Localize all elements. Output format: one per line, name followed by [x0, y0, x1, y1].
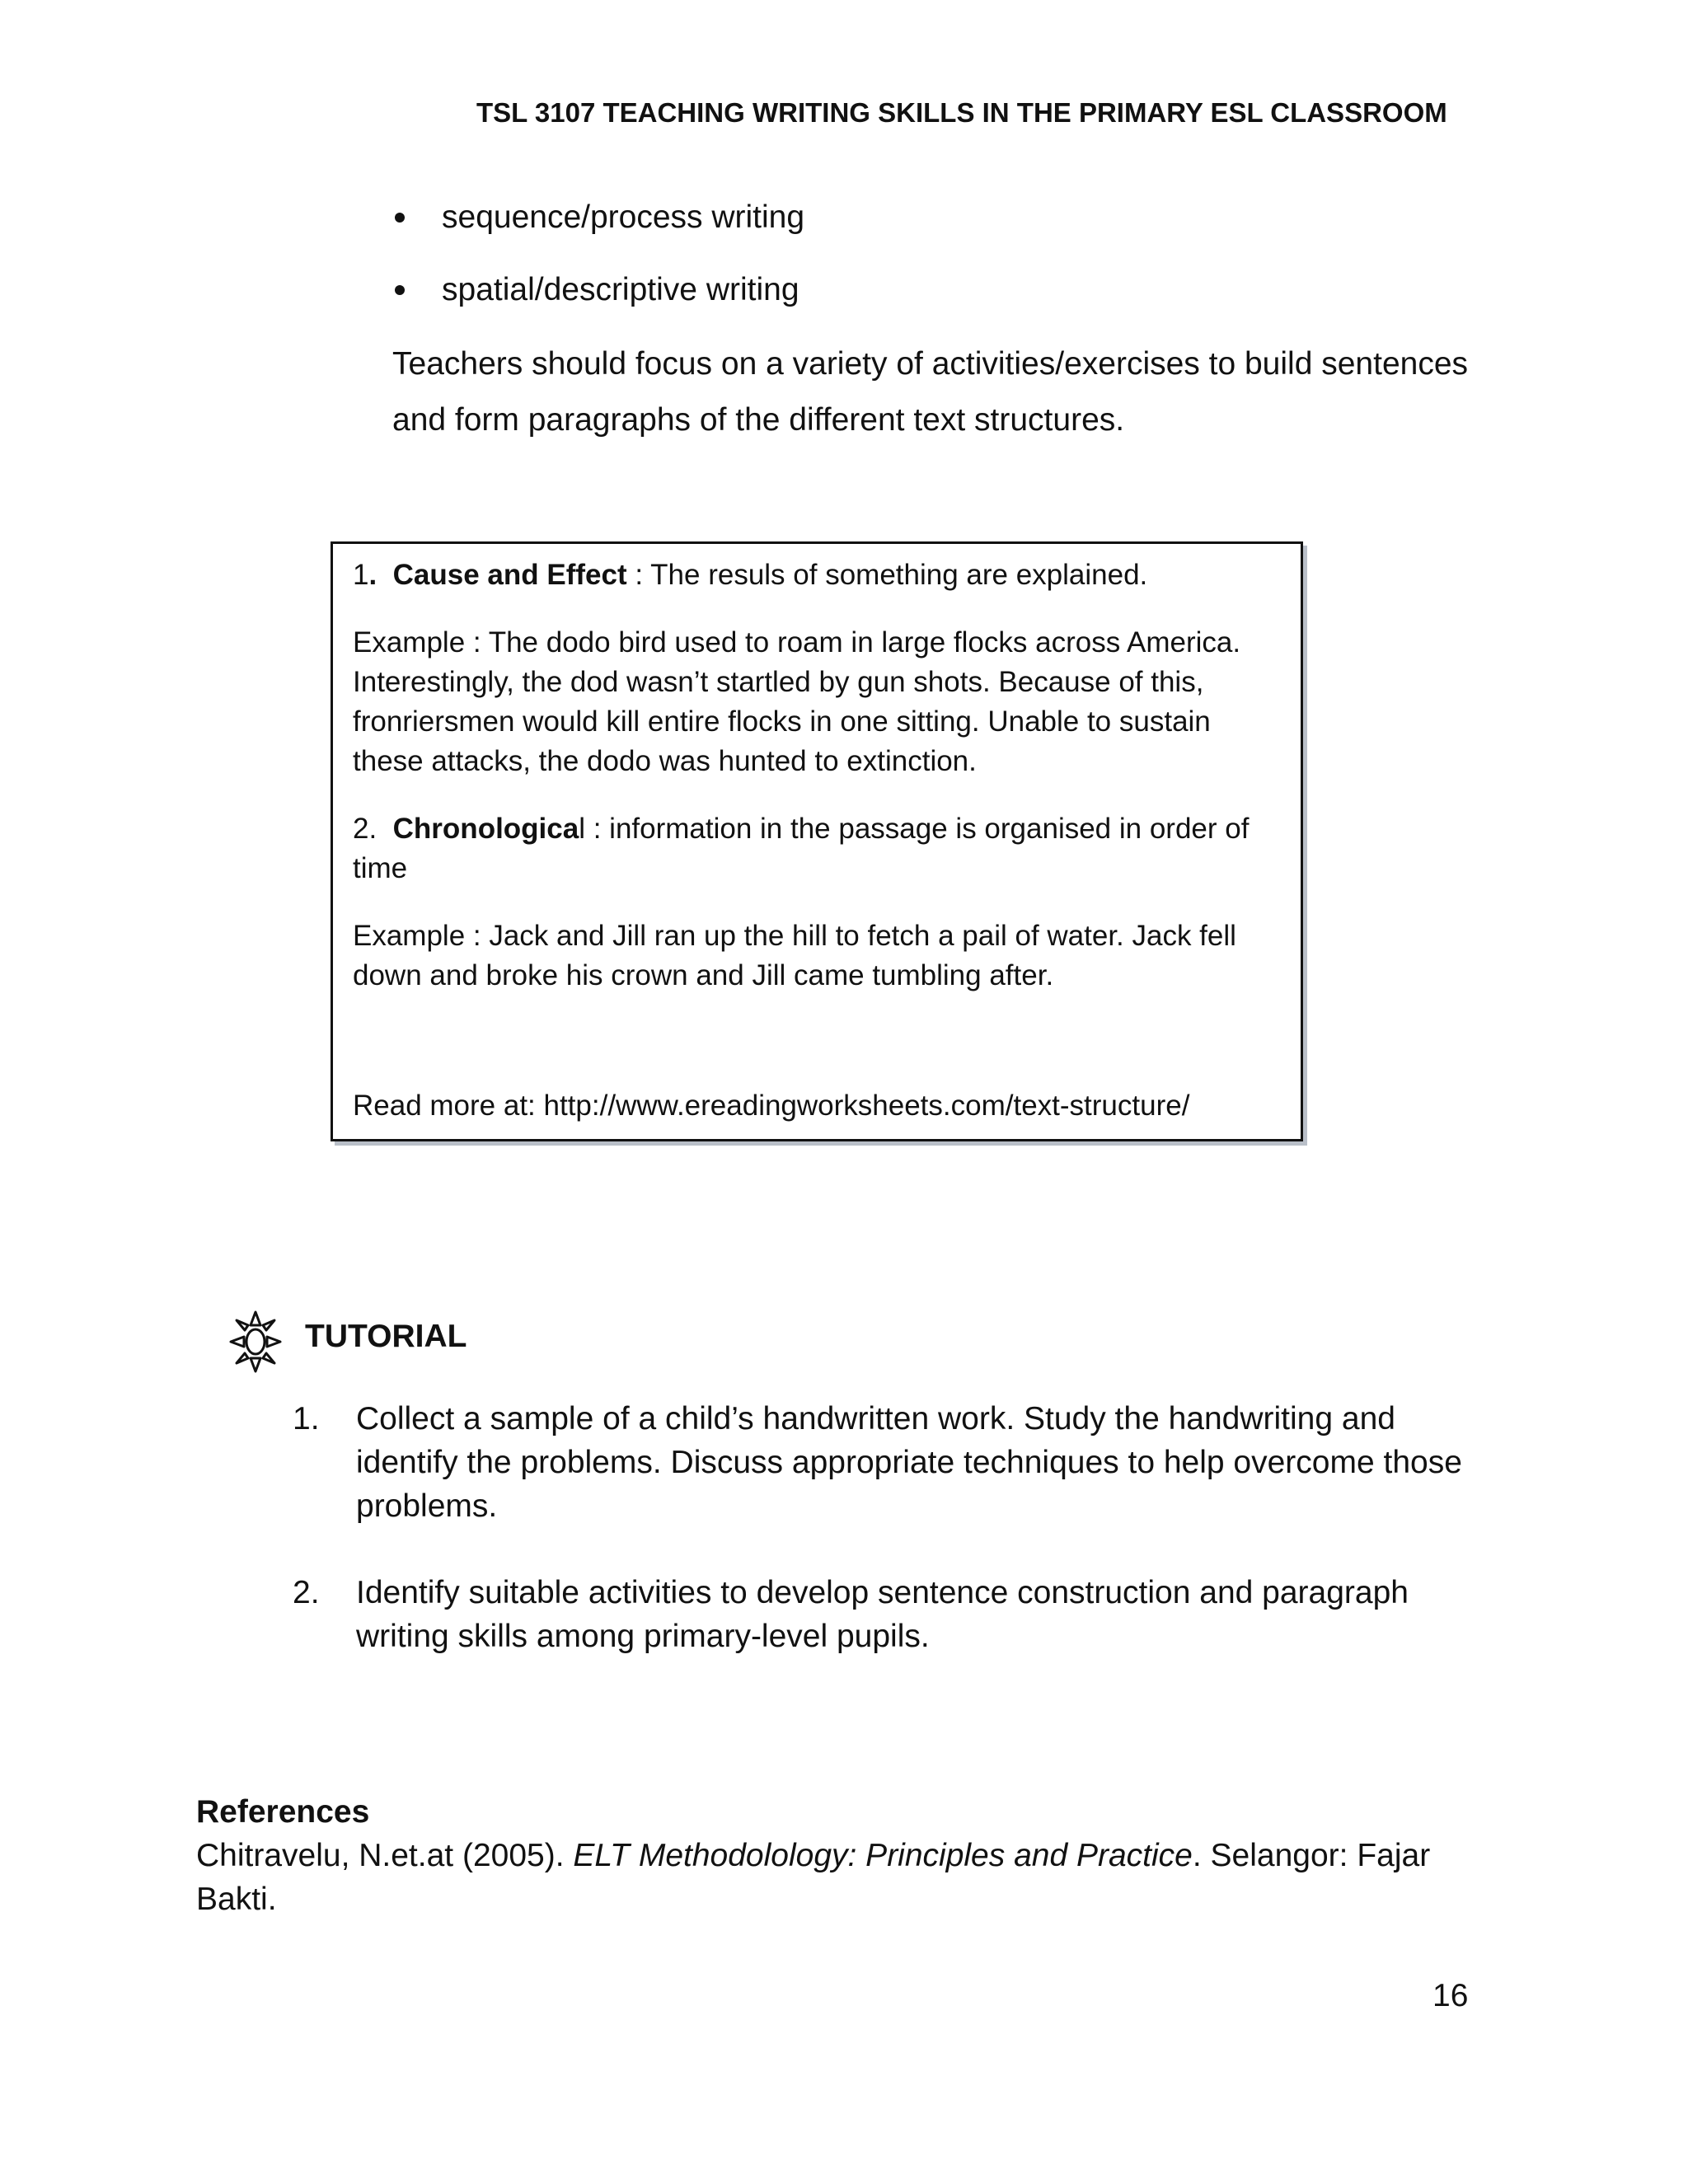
tutorial-item-number: 1. [293, 1401, 320, 1436]
page-number: 16 [1432, 1978, 1469, 2013]
box-item-2-description: l : information in the passage is organised in order of time [353, 813, 1250, 884]
bullet-icon [395, 213, 405, 223]
box-item-1-description: : The resuls of something are explained. [626, 559, 1148, 591]
bullet-icon [395, 285, 405, 295]
tutorial-heading: TUTORIAL [305, 1319, 467, 1354]
tutorial-item-number: 2. [293, 1575, 320, 1610]
box-item-2-number: 2. [353, 813, 377, 845]
references-section [196, 1790, 1498, 1921]
box-item-1-dot: . [368, 559, 377, 591]
list-item-text: spatial/descriptive writing [442, 272, 799, 307]
list-item-text: sequence/process writing [442, 199, 805, 235]
box-example-2: Example : Jack and Jill ran up the hill to fetch a pail of water. Jack fell down and broke his crown and Jill came tumbling after. [353, 920, 1236, 991]
box-item-1 [353, 555, 1282, 595]
tutorial-item-text: Identify suitable activities to develop sentence construction and paragraph writing skills among primary-level pupils. [356, 1575, 1409, 1654]
box-item-2-title: Chronologica [392, 813, 579, 845]
reference-entry [196, 1834, 1498, 1921]
tutorial-list [293, 1397, 1479, 1701]
reference-title: ELT Methodolology: Principles and Practice [573, 1838, 1193, 1873]
sun-icon [229, 1310, 282, 1373]
intro-paragraph: Teachers should focus on a variety of activities/exercises to build sentences and form paragraphs of the different text structures. [392, 346, 1469, 438]
tutorial-item-text: Collect a sample of a child’s handwritten work. Study the handwriting and identify the problems. Discuss appropriate techniques to help overcome those problems. [356, 1401, 1462, 1524]
list-item [392, 198, 804, 237]
text-structure-list [392, 198, 804, 343]
box-item-1-number: 1 [353, 559, 369, 591]
tutorial-item-1 [293, 1397, 1479, 1528]
box-example-1: Example : The dodo bird used to roam in large flocks across America. Interestingly, the dod wasn’t startled by gun shots. Because of this, fronriersmen would kill entire flocks in one sitting. Unable to sustain these attacks, the dodo was hunted to extinction. [353, 626, 1241, 777]
tutorial-item-2 [293, 1571, 1479, 1658]
references-heading: References [196, 1794, 370, 1830]
reference-authors: Chitravelu, N.et.at (2005). [196, 1838, 574, 1873]
page-header: TSL 3107 TEACHING WRITING SKILLS IN THE PRIMARY ESL CLASSROOM [476, 97, 1447, 128]
list-item [392, 270, 804, 310]
reference-publisher: . Selangor: Fajar Bakti. [196, 1838, 1431, 1917]
box-item-1-title: Cause and Effect [392, 559, 627, 591]
box-item-2 [353, 809, 1282, 888]
text-structure-box [331, 541, 1303, 1141]
read-more-link[interactable]: Read more at: http://www.ereadingworksheets.com/text-structure/ [353, 1090, 1190, 1122]
